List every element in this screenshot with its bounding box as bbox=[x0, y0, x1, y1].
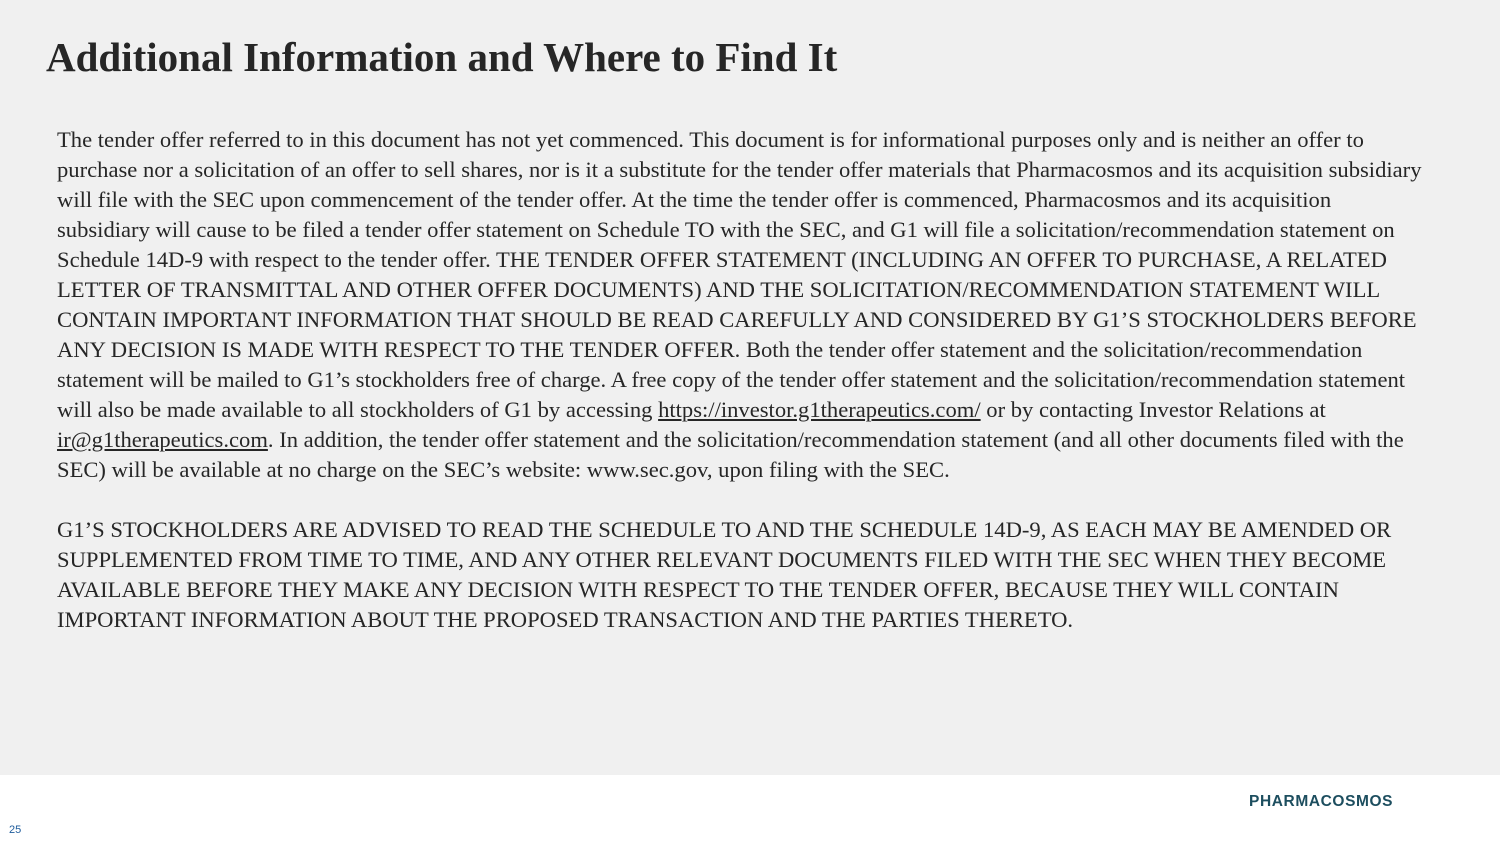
disclaimer-body bbox=[57, 125, 1427, 635]
investor-relations-link[interactable]: https://investor.g1therapeutics.com/ bbox=[658, 397, 981, 422]
investor-email-link[interactable]: ir@g1therapeutics.com bbox=[57, 427, 268, 452]
paragraph-1-text-a: The tender offer referred to in this document has not yet commenced. This document is for informational purposes only and is neither an offer to purchase nor a solicitation of an offer to sell shares, nor is it a substitute for the tender offer materials that Pharmacosmos and its acquisition subsidiary will file with the SEC upon commencement of the tender offer. At the time the tender offer is commenced, Pharmacosmos and its acquisition subsidiary will cause to be filed a tender offer statement on Schedule TO with the SEC, and G1 will file a solicitation/recommendation statement on Schedule 14D-9 with respect to the tender offer. THE TENDER OFFER STATEMENT (INCLUDING AN OFFER TO PURCHASE, A RELATED LETTER OF TRANSMITTAL AND OTHER OFFER DOCUMENTS) AND THE SOLICITATION/RECOMMENDATION STATEMENT WILL CONTAIN IMPORTANT INFORMATION THAT SHOULD BE READ CAREFULLY AND CONSIDERED BY G1’S STOCKHOLDERS BEFORE ANY DECISION IS MADE WITH RESPECT TO THE TENDER OFFER. Both the tender offer statement and the solicitation/recommendation statement will be mailed to G1’s stockholders free of charge. A free copy of the tender offer statement and the solicitation/recommendation statement will also be made available to all stockholders of G1 by accessing bbox=[57, 127, 1422, 422]
paragraph-1-text-c: . In addition, the tender offer statement and the solicitation/recommendation statement (and all other documents filed with the SEC) will be available at no charge on the SEC’s website: www.sec.gov, upon filing with the SEC. bbox=[57, 427, 1404, 482]
slide-title: Additional Information and Where to Find It bbox=[46, 34, 838, 80]
page-number: 25 bbox=[9, 824, 22, 836]
paragraph-1-text-b: or by contacting Investor Relations at bbox=[980, 397, 1326, 422]
disclaimer-paragraph-1 bbox=[57, 125, 1427, 485]
disclaimer-paragraph-2: G1’S STOCKHOLDERS ARE ADVISED TO READ THE SCHEDULE TO AND THE SCHEDULE 14D-9, AS EACH MAY BE AMENDED OR SUPPLEMENTED FROM TIME TO TIME, AND ANY OTHER RELEVANT DOCUMENTS FILED WITH THE SEC WHEN THEY BECOME AVAILABLE BEFORE THEY MAKE ANY DECISION WITH RESPECT TO THE TENDER OFFER, BECAUSE THEY WILL CONTAIN IMPORTANT INFORMATION ABOUT THE PROPOSED TRANSACTION AND THE PARTIES THERETO. bbox=[57, 517, 1392, 632]
pharmacosmos-logo: PHARMACOSMOS bbox=[1249, 793, 1394, 810]
